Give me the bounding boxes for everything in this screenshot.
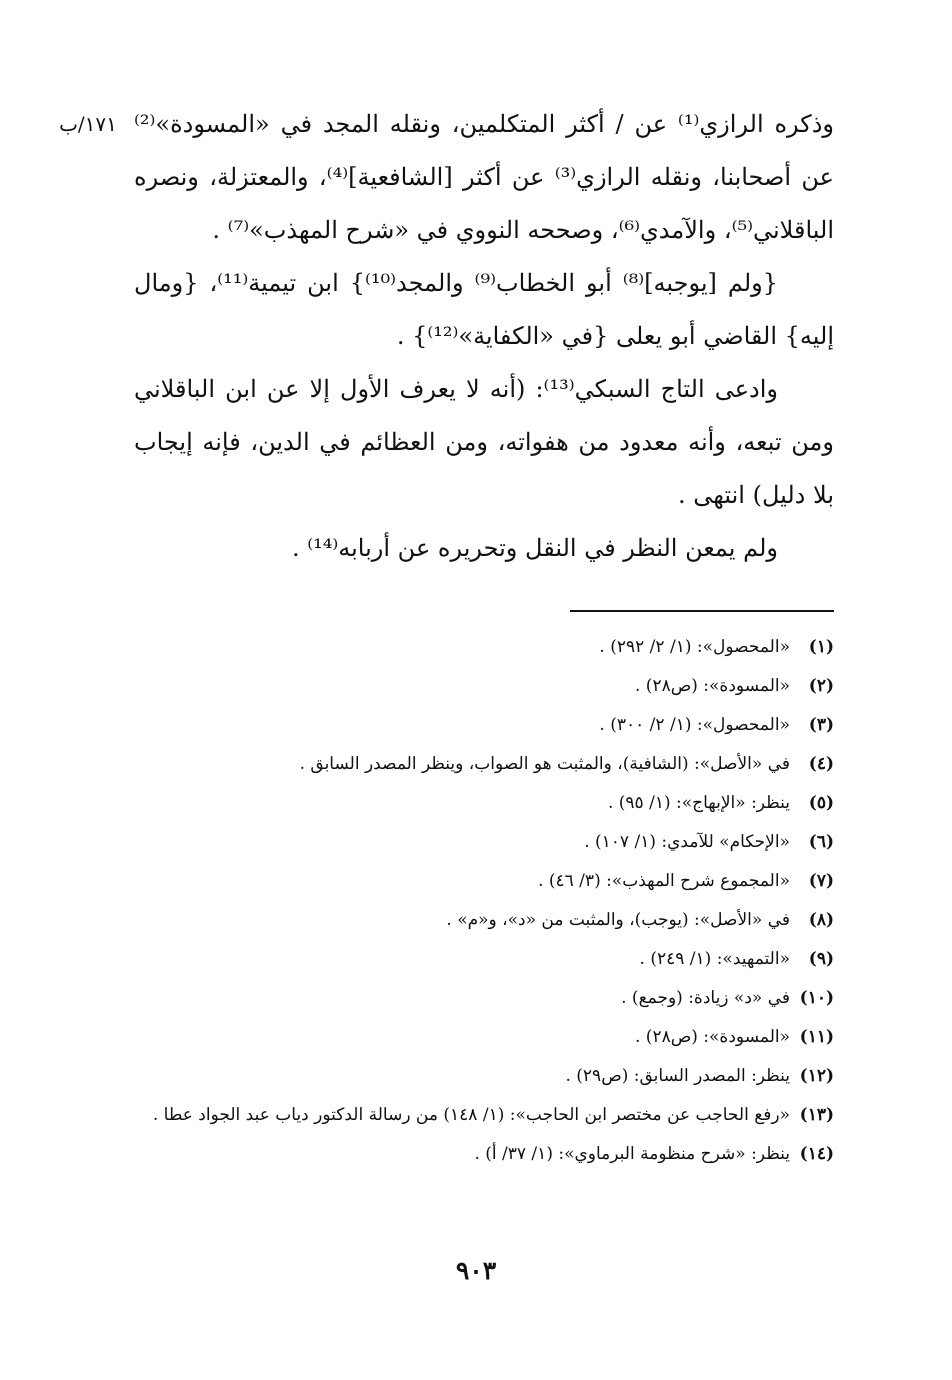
footnote-number: (١٢) bbox=[799, 1066, 834, 1086]
footnote-item bbox=[134, 784, 834, 823]
paragraph-4: ولم يمعن النظر في النقل وتحريره عن أربابه⁽¹⁴⁾ . bbox=[291, 534, 778, 562]
footnote-number: (١٤) bbox=[799, 1144, 834, 1164]
folio-margin-note: ١٧١/ب bbox=[59, 112, 117, 136]
footnote-item bbox=[134, 979, 834, 1018]
footnote-item bbox=[134, 1096, 834, 1135]
footnote-item bbox=[134, 628, 834, 667]
footnote-number: (١٣) bbox=[799, 1105, 834, 1125]
footnote-number: (٤) bbox=[808, 754, 834, 774]
footnote-number: (٨) bbox=[808, 910, 834, 930]
paragraph-3: وادعى التاج السبكي⁽¹³⁾: (أنه لا يعرف الأول إلا عن ابن الباقلاني ومن تبعه، وأنه معدود من هفواته، ومن العظائم في الدين، فإنه إيجاب بلا دليل) انتهى . bbox=[134, 375, 834, 509]
footnote-text: «المسودة»: (ص٢٨) . bbox=[635, 676, 790, 696]
footnote-text: «التمهيد»: (١/ ٢٤٩) . bbox=[639, 949, 790, 969]
footnote-number: (١١) bbox=[799, 1027, 834, 1047]
footnote-text: في «الأصل»: (الشافية)، والمثبت هو الصواب، وينظر المصدر السابق . bbox=[299, 754, 790, 774]
footnote-item bbox=[134, 1057, 834, 1096]
page-number: ٩٠٣ bbox=[455, 1256, 497, 1285]
footnote-number: (٧) bbox=[808, 871, 834, 891]
footnote-text: ينظر: المصدر السابق: (ص٢٩) . bbox=[565, 1066, 790, 1086]
footnote-number: (٩) bbox=[808, 949, 834, 969]
footnote-item bbox=[134, 862, 834, 901]
footnote-text: «المحصول»: (١/ ٢/ ٢٩٢) . bbox=[599, 637, 790, 657]
footnote-text: «رفع الحاجب عن مختصر ابن الحاجب»: (١/ ١٤٨) من رسالة الدكتور دياب عبد الجواد عطا . bbox=[152, 1105, 790, 1125]
footnote-item bbox=[134, 706, 834, 745]
footnote-text: «المجموع شرح المهذب»: (٣/ ٤٦) . bbox=[538, 871, 790, 891]
footnote-number: (١٠) bbox=[799, 988, 834, 1008]
footnote-number: (٢) bbox=[808, 676, 834, 696]
footnote-number: (٦) bbox=[808, 832, 834, 852]
footnote-number: (٣) bbox=[808, 715, 834, 735]
footnote-item bbox=[134, 901, 834, 940]
footnote-text: «المسودة»: (ص٢٨) . bbox=[635, 1027, 790, 1047]
footnote-item bbox=[134, 1135, 834, 1174]
footnote-item bbox=[134, 1018, 834, 1057]
footnote-number: (١) bbox=[808, 637, 834, 657]
footnote-number: (٥) bbox=[808, 793, 834, 813]
footnote-text: ينظر: «الإبهاج»: (١/ ٩٥) . bbox=[607, 793, 790, 813]
footnote-text: في «د» زيادة: (وجمع) . bbox=[621, 988, 790, 1008]
footnote-item bbox=[134, 667, 834, 706]
main-text bbox=[134, 98, 834, 575]
footnote-item bbox=[134, 823, 834, 862]
footnote-separator bbox=[570, 610, 834, 612]
paragraph-1: وذكره الرازي⁽¹⁾ عن / أكثر المتكلمين، ونقله المجد في «المسودة»⁽²⁾ عن أصحابنا، ونقله الرازي⁽³⁾ عن أكثر [الشافعية]⁽⁴⁾، والمعتزلة، ونصره الباقلاني⁽⁵⁾، والآمدي⁽⁶⁾، وصححه النووي في «شرح المهذب»⁽⁷⁾ . bbox=[134, 110, 834, 244]
footnote-item bbox=[134, 745, 834, 784]
footnotes-list bbox=[134, 628, 834, 1174]
footnote-text: «المحصول»: (١/ ٢/ ٣٠٠) . bbox=[599, 715, 790, 735]
paragraph-2: {ولم [يوجبه]⁽⁸⁾ أبو الخطاب⁽⁹⁾ والمجد⁽¹⁰⁾} ابن تيمية⁽¹¹⁾، {ومال إليه} القاضي أبو يعلى {في «الكفاية»⁽¹²⁾} . bbox=[134, 269, 834, 350]
footnote-text: ينظر: «شرح منظومة البرماوي»: (١/ ٣٧/ أ) . bbox=[474, 1144, 790, 1164]
footnote-text: في «الأصل»: (يوجب)، والمثبت من «د»، و«م» . bbox=[446, 910, 790, 930]
footnote-text: «الإحكام» للآمدي: (١/ ١٠٧) . bbox=[584, 832, 790, 852]
footnote-item bbox=[134, 940, 834, 979]
